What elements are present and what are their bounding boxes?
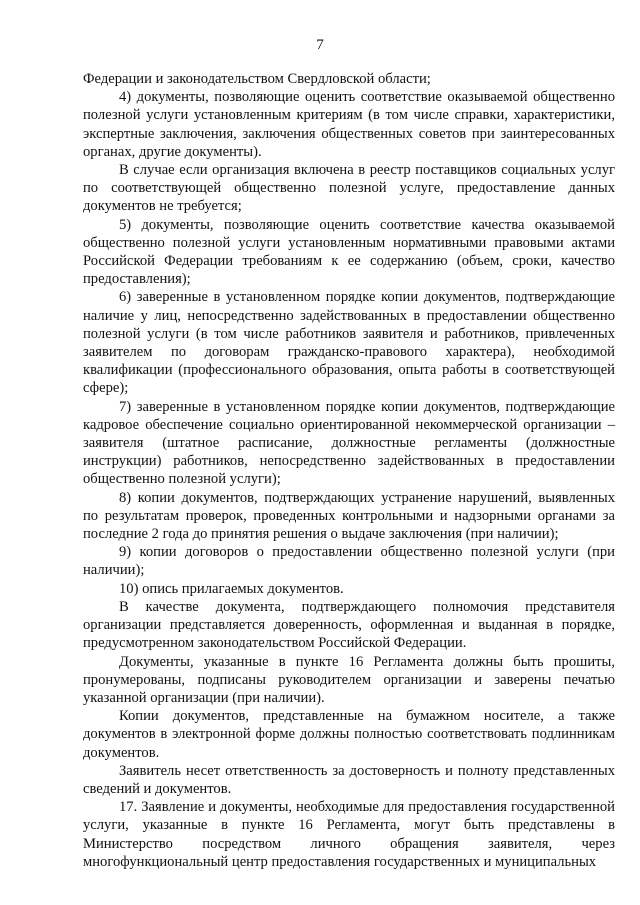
paragraph-item-8: 8) копии документов, подтверждающих устранение нарушений, выявленных по результатам проверок, проведенных контрольными и надзорными органами за последние 2 года до принятия решения о выдаче заключения (при наличии); bbox=[83, 489, 615, 543]
paragraph-registry-note: В случае если организация включена в реестр поставщиков социальных услуг по соответствующей общественно полезной услуге, предоставление данных документов не требуется; bbox=[83, 162, 615, 215]
paragraph-item-7: 7) заверенные в установленном порядке копии документов, подтверждающие кадровое обеспечение социально ориентированной некоммерческой организации – заявителя (штатное расписание, должностные регламенты (должностные инструкции) работников, непосредственно задействованных в предоставлении общественно полезной услуги); bbox=[83, 398, 615, 488]
paragraph-responsibility: Заявитель несет ответственность за достоверность и полноту представленных сведений и документов. bbox=[83, 762, 615, 797]
paragraph-item-4: 4) документы, позволяющие оценить соответствие оказываемой общественно полезной услуги установленным критериям (в том числе справки, характеристики, экспертные заключения, заключения общественных советов при заинтересованных органах, другие документы). bbox=[83, 89, 615, 160]
paragraph-copies: Копии документов, представленные на бумажном носителе, а также документов в электронной форме должны полностью соответствовать подлинникам документов. bbox=[83, 708, 615, 761]
paragraph-item-9: 9) копии договоров о предоставлении общественно полезной услуги (при наличии); bbox=[83, 544, 615, 579]
paragraph-item-5: 5) документы, позволяющие оценить соответствие качества оказываемой общественно полезной услуги установленным нормативными правовыми актами Российской Федерации требованиям к ее содержанию (объем, сроки, качество предоставления); bbox=[83, 216, 615, 288]
paragraph-binding-requirements: Документы, указанные в пункте 16 Регламента должны быть прошиты, пронумерованы, подписаны руководителем организации и заверены печатью указанной организации (при наличии). bbox=[83, 653, 615, 706]
paragraph-item-17: 17. Заявление и документы, необходимые для предоставления государственной услуги, указанные в пункте 16 Регламента, могут быть представлены в Министерство посредством личного обращения заявителя, через многофункциональный центр предоставления государственных и муниципальных bbox=[83, 799, 615, 870]
page-number: 7 bbox=[316, 37, 324, 53]
paragraph-item-6: 6) заверенные в установленном порядке копии документов, подтверждающие наличие у лиц, непосредственно задействованных в предоставлении общественно полезной услуги (в том числе работников заявителя и работников, привлеченных заявителем по договорам гражданско-правового характера), необходимой квалификации (профессионального образования, опыта работы в соответствующей сфере); bbox=[83, 289, 615, 397]
paragraph-item-10: 10) опись прилагаемых документов. bbox=[119, 580, 344, 597]
paragraph-continuation: Федерации и законодательством Свердловской области; bbox=[83, 71, 431, 87]
paragraph-representative: В качестве документа, подтверждающего полномочия представителя организации представляется доверенность, оформленная и выданная в порядке, предусмотренном законодательством Российской Федерации. bbox=[83, 598, 615, 652]
document-body bbox=[83, 70, 615, 871]
